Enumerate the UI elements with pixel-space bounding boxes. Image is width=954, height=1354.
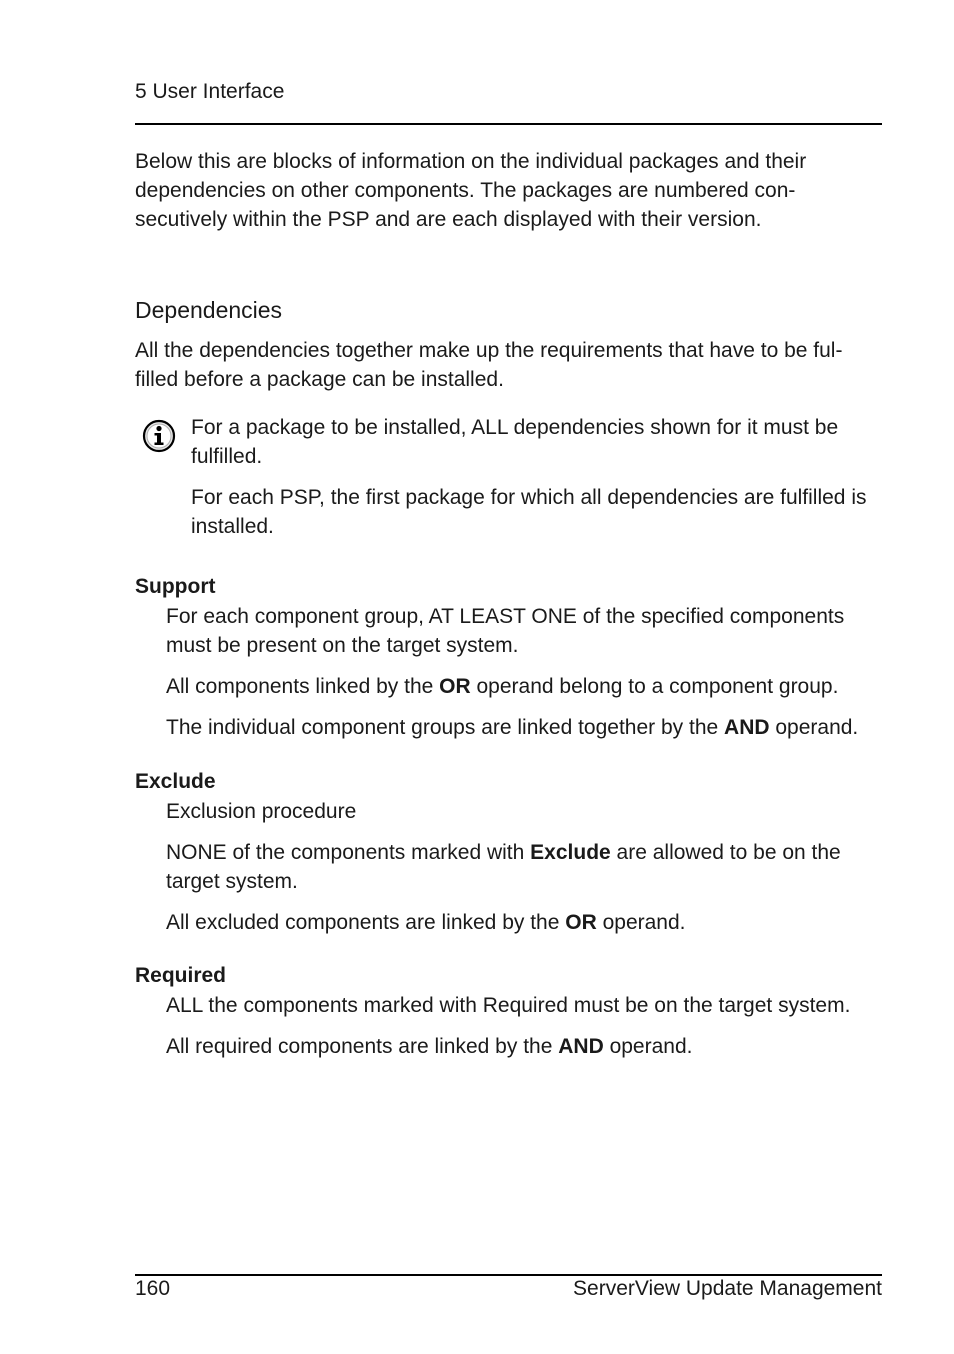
section-lead-paragraph: All the dependencies together make up the requirements that have to be ful-filled before a package can be installed. [135, 339, 843, 391]
term-required: Required [135, 964, 227, 987]
note-paragraph-1: For a package to be installed, ALL dependencies shown for it must be fulfilled. [191, 416, 839, 468]
term-exclude: Exclude [135, 770, 216, 793]
term-support: Support [135, 575, 216, 598]
required-paragraph-1: ALL the components marked with Required must be on the target system. [166, 994, 851, 1017]
intro-paragraph: Below this are blocks of information on the individual packages and their dependencies on other components. The packages are numbered con-secutively within the PSP and are each displayed with their version. [135, 150, 807, 231]
section-heading: Dependencies [135, 297, 283, 323]
support-paragraph-3: The individual component groups are linked together by the AND operand. [166, 716, 859, 739]
info-icon [142, 419, 176, 453]
exclude-paragraph-2: NONE of the components marked with Exclude are allowed to be on the target system. [166, 841, 841, 893]
header-rule [135, 123, 882, 125]
note-paragraph-2: For each PSP, the first package for which all dependencies are fulfilled is installed. [191, 486, 867, 538]
footer-document-title: ServerView Update Management [573, 1277, 882, 1300]
exclude-paragraph-1: Exclusion procedure [166, 800, 357, 823]
support-paragraph-1: For each component group, AT LEAST ONE of the specified components must be present on the target system. [166, 605, 845, 657]
required-paragraph-2: All required components are linked by the AND operand. [166, 1035, 693, 1058]
exclude-paragraph-3: All excluded components are linked by the OR operand. [166, 911, 686, 934]
running-header: 5 User Interface [135, 80, 285, 103]
support-paragraph-2: All components linked by the OR operand belong to a component group. [166, 675, 839, 698]
page-number: 160 [135, 1277, 171, 1300]
